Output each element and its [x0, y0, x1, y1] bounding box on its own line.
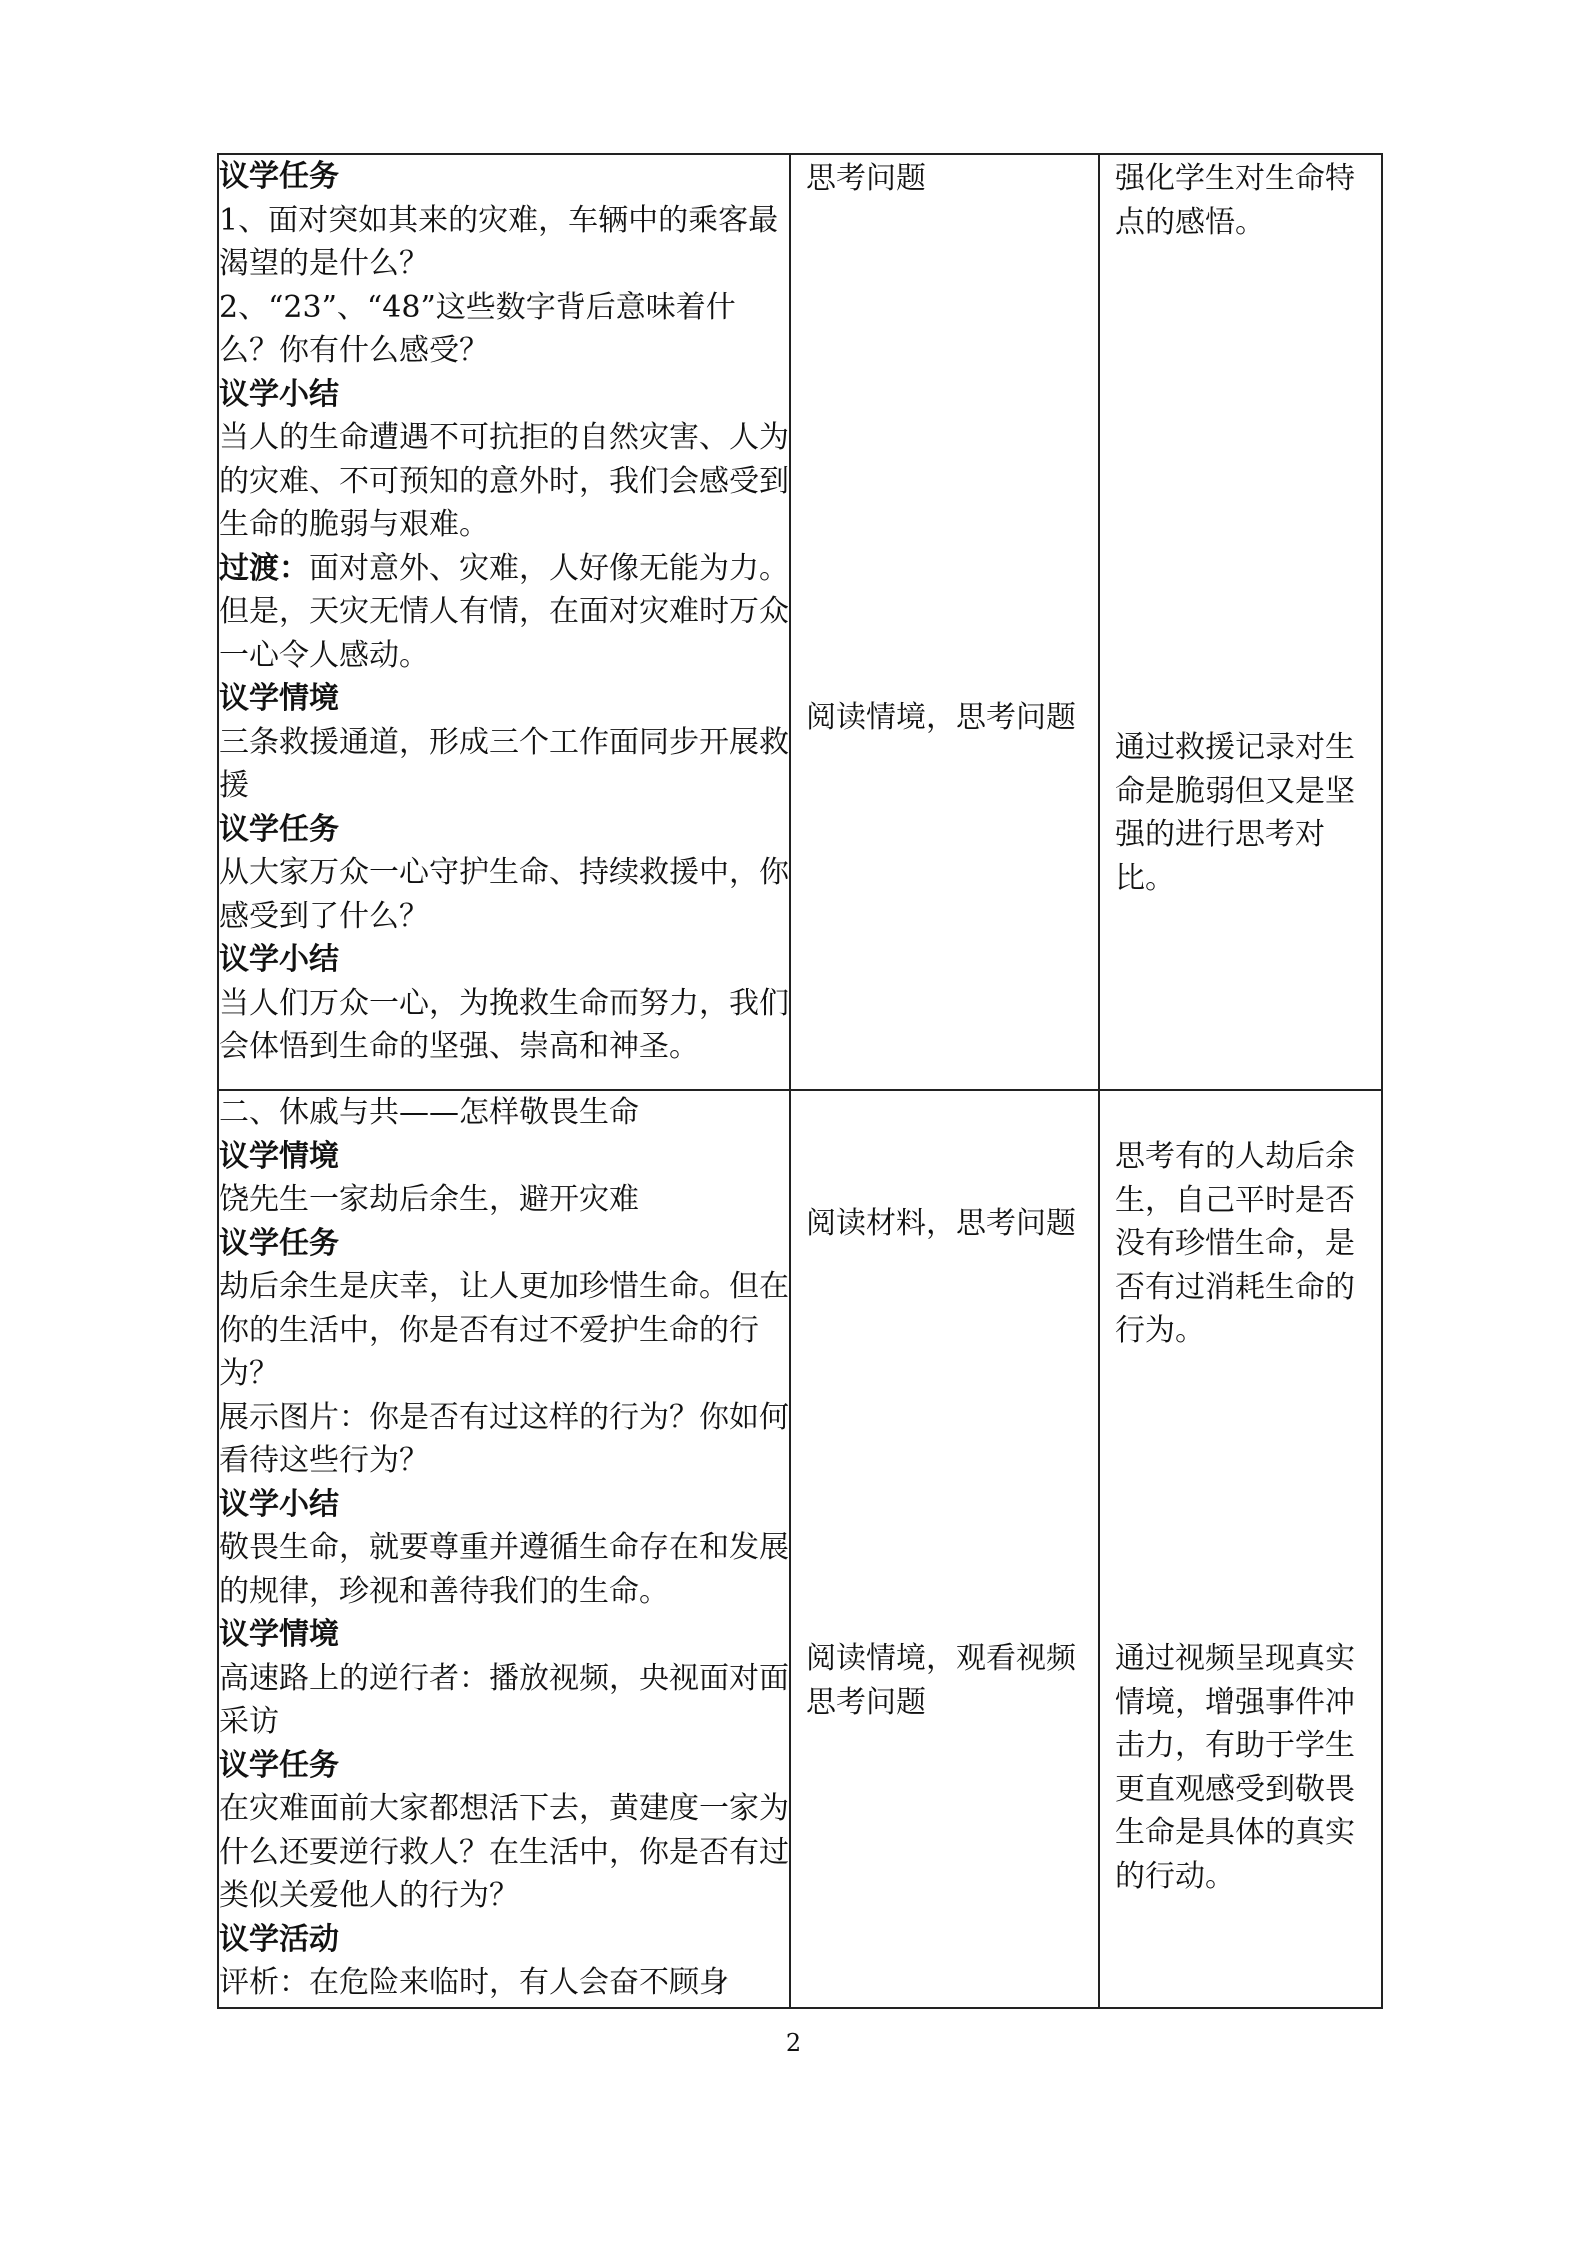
paragraph: 从大家万众一心守护生命、持续救援中，你感受到了什么？: [219, 855, 789, 934]
student-activity-text: 阅读情境，思考问题: [806, 700, 1076, 735]
student-activity-cell: [790, 154, 1099, 1090]
lesson-plan-table: [217, 153, 1383, 2009]
paragraph: 当人们万众一心，为挽救生命而努力，我们会体悟到生命的坚强、崇高和神圣。: [219, 985, 789, 1064]
paragraph: 三条救援通道，形成三个工作面同步开展救援: [219, 724, 789, 803]
section-heading: 议学小结: [219, 1486, 339, 1522]
design-intent-text: 思考有的人劫后余生，自己平时是否没有珍惜生命，是否有过消耗生命的行为。: [1115, 1139, 1355, 1348]
transition-text: 面对意外、灾难，人好像无能为力。但是，天灾无情人有情，在面对灾难时万众一心令人感动。: [219, 550, 789, 673]
section-heading: 议学情境: [219, 1617, 339, 1652]
section-heading: 议学情境: [219, 681, 339, 716]
design-intent-text: 通过视频呈现真实情境，增强事件冲击力，有助于学生更直观感受到敬畏生命是具体的真实的行动。: [1115, 1641, 1355, 1894]
design-intent-text: 强化学生对生命特点的感悟。: [1115, 161, 1355, 240]
section-heading: 议学活动: [219, 1921, 339, 1957]
student-activity-text: 阅读情境，观看视频思考问题: [806, 1641, 1076, 1720]
design-intent-cell: [1099, 154, 1382, 1090]
section-heading: 议学情境: [219, 1138, 339, 1174]
page-number: 2: [785, 2029, 802, 2057]
table-row: [218, 1090, 1382, 2008]
paragraph: 在灾难面前大家都想活下去，黄建度一家为什么还要逆行救人？在生活中，你是否有过类似关爱他人的行为？: [219, 1791, 789, 1913]
transition-paragraph: [219, 547, 789, 678]
student-activity-text: 思考问题: [806, 161, 926, 196]
transition-label: 过渡：: [219, 550, 309, 586]
student-activity-cell: [790, 1090, 1099, 2008]
section-heading: 议学任务: [219, 1225, 339, 1261]
section-title: 二、休戚与共——怎样敬畏生命: [219, 1095, 639, 1130]
paragraph: 展示图片：你是否有过这样的行为？你如何看待这些行为？: [219, 1399, 789, 1478]
student-activity-text: 阅读材料，思考问题: [806, 1206, 1076, 1241]
paragraph: 饶先生一家劫后余生，避开灾难: [219, 1182, 639, 1217]
paragraph: 当人的生命遭遇不可抗拒的自然灾害、人为的灾难、不可预知的意外时，我们会感受到生命的脆弱与艰难。: [219, 420, 789, 542]
paragraph: 评析：在危险来临时，有人会奋不顾身: [219, 1965, 729, 2000]
section-heading: 议学小结: [219, 942, 339, 977]
teaching-process-cell: [218, 154, 790, 1090]
paragraph: 劫后余生是庆幸，让人更加珍惜生命。但在你的生活中，你是否有过不爱护生命的行为？: [219, 1269, 789, 1391]
design-intent-cell: [1099, 1090, 1382, 2008]
paragraph: 1、面对突如其来的灾难，车辆中的乘客最渴望的是什么？: [219, 202, 779, 281]
table-row: [218, 154, 1382, 1090]
section-heading: 议学任务: [219, 159, 339, 194]
paragraph: 2、“23”、“48”这些数字背后意味着什么？你有什么感受？: [219, 289, 736, 368]
section-heading: 议学任务: [219, 811, 339, 847]
section-heading: 议学任务: [219, 1747, 339, 1783]
design-intent-text: 通过救援记录对生命是脆弱但又是坚强的进行思考对比。: [1115, 730, 1355, 896]
teaching-process-cell: [218, 1090, 790, 2008]
section-heading: 议学小结: [219, 376, 339, 412]
paragraph: 高速路上的逆行者：播放视频，央视面对面采访: [219, 1660, 789, 1739]
paragraph: 敬畏生命，就要尊重并遵循生命存在和发展的规律，珍视和善待我们的生命。: [219, 1530, 789, 1609]
